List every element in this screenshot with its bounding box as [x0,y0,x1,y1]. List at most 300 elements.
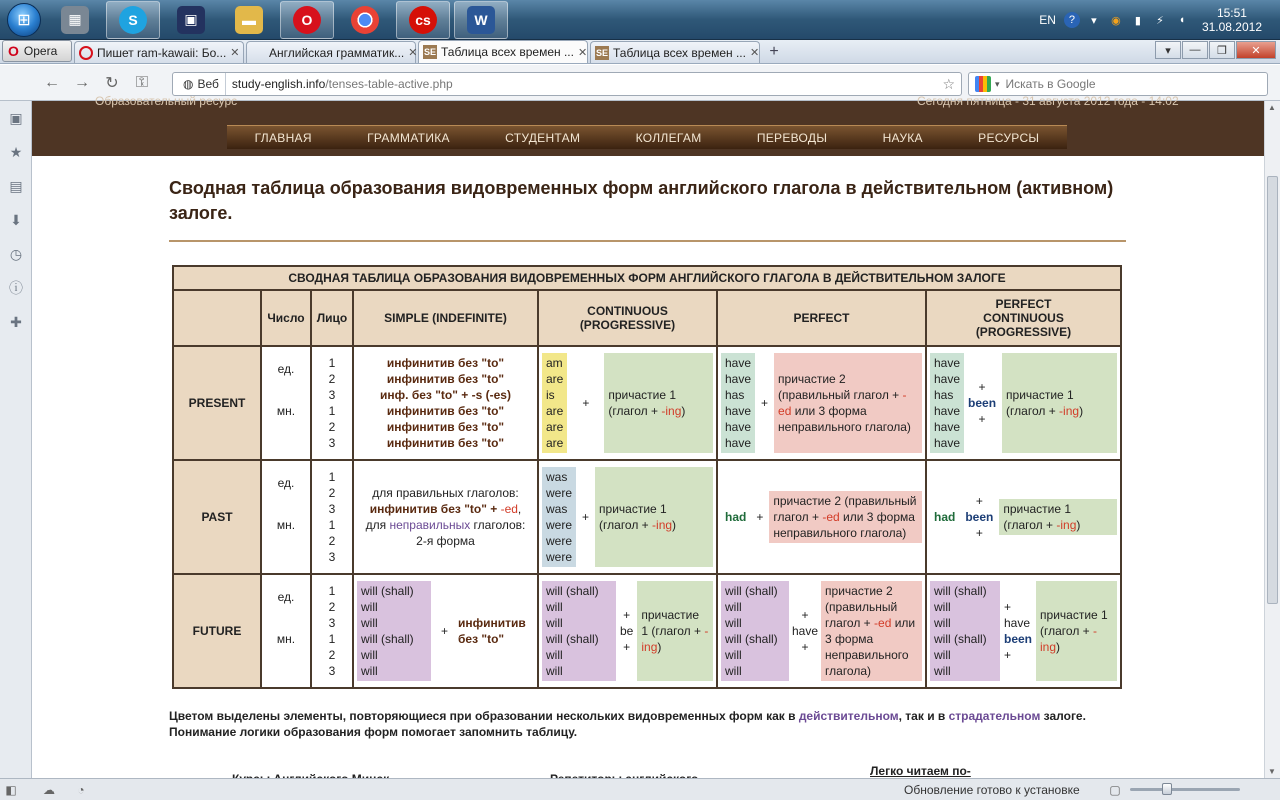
aux: have [725,356,752,370]
plus-sign: + [623,608,631,622]
ing-suffix: -ing [1040,624,1098,654]
aux: have [725,420,752,434]
chrome-icon [351,6,379,34]
restore-button[interactable]: ❐ [1209,41,1235,59]
bookmark-star-icon[interactable]: ☆ [942,75,955,92]
close-paren: ) [657,640,662,654]
add-panel-icon[interactable]: ✚ [10,313,22,330]
plus-sign: + [441,624,449,638]
person: 1 [328,356,336,370]
will-text: will [546,616,563,630]
participle-block [769,491,922,543]
aux: have [725,404,752,418]
participle-block [604,353,713,453]
ed-suffix: -ed [874,616,892,630]
header-empty [173,290,261,346]
ed-suffix: -ed [500,502,518,516]
speed-icon[interactable]: ◔ [77,782,85,797]
taskbar [0,0,1280,40]
key-icon[interactable]: ⚿ [135,73,149,91]
search-field[interactable] [968,72,1268,96]
will-text: will [934,600,951,614]
close-paren: ) [1056,640,1061,654]
future-perfect-cell [717,574,926,688]
active-voice-link[interactable]: действительном [798,709,899,723]
will-text: will [725,648,742,662]
simple-form: инфинитив без "to" [386,372,505,386]
plus-sign: + [801,608,809,622]
plus-sign: + [978,380,986,394]
participle-block [774,353,922,453]
aux: have [934,356,961,370]
taskbar-app-chrome[interactable] [338,1,392,39]
ing-suffix: -ing [661,404,682,418]
will-text: will (shall) [934,632,987,646]
person-cell [311,574,353,688]
language-indicator[interactable]: EN [1039,13,1056,27]
menu-science[interactable]: НАУКА [882,130,923,145]
speed-dial-icon[interactable]: ▣ [9,109,23,126]
back-button[interactable]: ← [44,73,60,91]
person: 3 [328,388,336,402]
ing-suffix: -ing [1059,404,1080,418]
row-past [173,460,1121,574]
side-panel [0,101,32,778]
zoom-slider[interactable] [1130,788,1240,791]
view-icon[interactable]: ▢ [1109,782,1121,797]
site-favicon-icon: SE [595,47,608,58]
will-text: will [934,648,951,662]
person: 3 [328,550,336,564]
ing-suffix: -ing [641,624,709,654]
person: 1 [328,632,336,646]
will-block [930,581,1000,681]
will-text: will (shall) [725,632,778,646]
have-text: have [1004,616,1031,630]
aux: were [546,518,573,532]
been-group [964,379,1002,427]
aux-verbs [930,353,964,453]
plus-sign: + [1004,600,1012,614]
will-text: will (shall) [361,632,414,646]
site-favicon-icon: SE [423,47,436,57]
passive-voice-link[interactable]: страдательном [948,709,1041,723]
participle-block [1036,581,1117,681]
menu-grammar[interactable]: ГРАММАТИКА [367,130,450,145]
scroll-up-icon[interactable]: ▲ [1268,103,1276,112]
close-paren: ) [681,404,686,418]
taskbar-app-lastfm[interactable] [396,1,450,39]
been-text: been [1004,632,1033,646]
number-cell [261,346,311,460]
aux-verbs [542,467,576,567]
tab-bar [0,40,1280,64]
web-page [32,94,1264,778]
been-text: been [968,396,997,410]
aux: were [546,550,573,564]
system-tray [1039,0,1280,40]
history-icon[interactable]: ◷ [9,245,23,262]
taskbar-app-calculator[interactable] [48,1,102,39]
simple-form: инф. без "to" + -s (-es) [380,388,511,402]
future-continuous-cell [538,574,717,688]
will-text: will (shall) [725,584,778,598]
past-simple-cell: для правильных глаголов: инфинитив без "to" + -ed, для неправильных глаголов: 2-я форма [353,460,538,574]
will-text: will [934,664,951,678]
google-icon [975,76,991,92]
past-perfect-cell [717,460,926,574]
will-text: will (shall) [546,584,599,598]
will-text: will [934,616,951,630]
note-text: , так и в [898,709,949,723]
panel-toggle-icon[interactable]: ◧ [5,782,17,797]
participle-block [999,499,1117,535]
irregular-text: неправильных [389,518,471,532]
url-path: /tenses-table-active.php [325,77,453,91]
row-label-future: FUTURE [173,574,261,688]
participle-text: или 3 форма неправильного глагола) [778,404,911,434]
simple-form: инфинитив без "to" [458,616,526,646]
plus-sign: + [801,640,809,654]
opera-menu-button[interactable] [2,40,72,62]
address-field[interactable] [172,72,962,96]
will-text: will [361,600,378,614]
folder-icon: ▬ [235,6,263,34]
windows-logo-icon: ⊞ [7,3,41,37]
skype-icon: S [119,6,147,34]
past-continuous-cell [538,460,717,574]
will-text: will [361,664,378,678]
aux: have [934,436,961,450]
been-group [959,493,999,541]
participle-text: причастие 1 (глагол + [599,502,667,532]
participle-block [821,581,922,681]
participle-text: причастие 1 (глагол + [1006,388,1074,418]
scrollbar-thumb[interactable] [1267,176,1278,604]
antivirus-icon[interactable]: ◉ [1111,14,1121,27]
forward-button[interactable]: → [74,73,90,91]
plus-sign: + [975,494,983,508]
number-singular: ед. [277,362,295,376]
been-text: been [965,510,994,524]
volume-icon[interactable]: ◖ [1178,14,1186,26]
ed-suffix: -ed [822,510,840,524]
person: 1 [328,470,336,484]
aux: am [546,356,563,370]
search-engine-dropdown-icon[interactable]: ▾ [995,78,1000,89]
simple-text: 2-я форма [416,534,475,548]
have-text: have [792,624,819,638]
livejournal-favicon-icon [79,46,93,60]
person: 2 [328,534,336,548]
calculator-icon: ▦ [61,6,89,34]
will-block [721,581,789,681]
tab-2[interactable] [246,41,416,63]
plus-sign: + [761,396,769,410]
network-signal-icon[interactable]: ▮ [1134,14,1141,27]
aux: have [934,404,961,418]
person: 3 [328,664,336,678]
tab-4[interactable] [590,41,760,63]
have-group [789,607,821,655]
start-button[interactable] [0,0,48,40]
be-group [616,607,637,655]
web-label: Веб [197,77,219,91]
plus-sign: + [582,510,590,524]
aux: have [725,436,752,450]
will-text: will [546,600,563,614]
header-simple: SIMPLE (INDEFINITE) [353,290,538,346]
tab-title: Английская грамматик... [269,45,405,60]
simple-form: инфинитив без "to" [386,436,505,450]
number-plural: мн. [276,632,296,646]
will-block [542,581,616,681]
aux-verbs [721,353,755,453]
participle-text: причастие 1 (глагол + [608,388,677,418]
person: 2 [328,420,336,434]
header-perfect: PERFECT [717,290,926,346]
status-text: Обновление готово к установке [904,782,1080,797]
url-domain: study-english.info [231,77,326,91]
aux: were [546,486,573,500]
aux: are [546,372,564,386]
plus-sign: + [1004,648,1012,662]
row-present [173,346,1121,460]
simple-form: инфинитив без "to" [386,404,505,418]
participle-block [637,581,713,681]
opera-menu-label: Opera [23,44,58,58]
number-cell [261,460,311,574]
site-menu [227,125,1067,149]
minimize-button[interactable]: — [1182,41,1208,59]
number-cell [261,574,311,688]
participle-text: причастие 1 (глагол + [1040,608,1108,638]
will-text: will [725,664,742,678]
word-icon: W [467,6,495,34]
taskbar-app-opera[interactable] [280,1,334,39]
menu-students[interactable]: СТУДЕНТАМ [505,130,581,145]
lastfm-icon: cs [409,6,437,34]
aux: were [546,534,573,548]
tab-title: Пишет ram-kawaii: Бо... [97,45,227,60]
color-note [169,708,1129,740]
downloads-icon[interactable]: ⬇ [10,211,22,228]
plus-sign: + [978,412,986,426]
cloud-icon[interactable]: ☁ [43,782,55,797]
header-perfect-continuous: PERFECT CONTINUOUS (PROGRESSIVE) [926,290,1121,346]
person: 3 [328,616,336,630]
will-text: will [725,616,742,630]
menu-home[interactable]: ГЛАВНАЯ [254,130,312,145]
page-title: Сводная таблица образования видовременных форм английского глагола в действительном (активном) залоге. [169,178,1114,223]
will-text: will [546,648,563,662]
person: 1 [328,518,336,532]
participle-block [595,467,713,567]
new-tab-button[interactable]: + [769,43,779,60]
taskbar-app-save[interactable] [164,1,218,39]
site-date-line: Сегодня пятница - 31 августа 2012 года - 14:02 [917,94,1179,108]
number-singular: ед. [277,476,295,490]
status-bar [0,778,1280,800]
will-text: will (shall) [546,632,599,646]
opera-icon: O [293,6,321,34]
clock-time: 15:51 [1216,6,1247,20]
aux: has [934,388,954,402]
have-been-group [1000,599,1036,663]
help-icon[interactable]: ? [1064,12,1080,28]
aux: have [934,420,961,434]
window-controls [1154,41,1276,59]
person: 2 [328,600,336,614]
menu-resources[interactable]: РЕСУРСЫ [978,130,1040,145]
tab-3-active[interactable] [418,40,588,63]
vertical-scrollbar[interactable] [1264,101,1280,778]
person: 2 [328,648,336,662]
participle-text: причастие 2 (правильный глагол + [825,584,898,630]
taskbar-app-word[interactable] [454,1,508,39]
aux: have [725,372,752,386]
clock[interactable] [1202,6,1262,34]
bottom-link[interactable]: Легко читаем по- [870,764,971,778]
person: 1 [328,584,336,598]
close-tab-icon[interactable]: ✕ [408,47,418,59]
ing-suffix: -ing [1056,518,1077,532]
ed-suffix: -ed [778,388,907,418]
menu-colleagues[interactable]: КОЛЛЕГАМ [635,130,702,145]
person: 2 [328,372,336,386]
zoom-slider-thumb[interactable] [1162,783,1172,795]
aux: are [546,404,564,418]
simple-form: инфинитив без "to" [386,420,505,434]
table-caption: СВОДНАЯ ТАБЛИЦА ОБРАЗОВАНИЯ ВИДОВРЕМЕННЫХ ФОРМ АНГЛИЙСКОГО ГЛАГОЛА В ДЕЙСТВИТЕЛЬНОМ ЗАЛОГЕ [173,266,1121,290]
notes-icon[interactable]: ▤ [9,177,23,194]
person: 3 [328,436,336,450]
person: 1 [328,404,336,418]
close-paren: ) [1076,518,1081,532]
future-simple-cell [353,574,538,688]
info-icon[interactable]: ⓘ [9,280,23,296]
tab-1[interactable] [74,41,244,63]
tab-title: Таблица всех времен ... [441,45,574,59]
blank-favicon-icon [251,46,265,60]
person-cell [311,460,353,574]
reload-button[interactable]: ↻ [105,74,119,92]
aux-verbs [542,353,567,453]
menu-translations[interactable]: ПЕРЕВОДЫ [756,130,828,145]
close-window-button[interactable]: ✕ [1236,41,1276,59]
had-text: had [725,510,747,524]
will-text: will [361,648,378,662]
plus-sign: + [756,510,764,524]
globe-icon: ◍ [183,77,194,91]
tab-list-button[interactable]: ▾ [1155,41,1181,59]
simple-form: инфинитив без "to" [386,356,505,370]
opera-logo-icon: O [8,43,19,59]
present-continuous-cell [538,346,717,460]
participle-text: или 3 форма неправильного глагола) [773,510,915,540]
aux: are [546,420,564,434]
participle-text: причастие 2 (правильный глагол + [778,372,903,402]
simple-text: глаголов: [470,518,526,532]
plus-sign: + [582,396,590,410]
present-perfect-continuous-cell [926,346,1121,460]
aux: have [934,372,961,386]
number-plural: мн. [276,404,296,418]
note-text: Цветом выделены элементы, повторяющиеся при образовании нескольких видовременных форм как в [169,709,799,723]
participle-block [1002,353,1117,453]
title-divider [169,240,1126,242]
tenses-table [172,265,1122,689]
number-plural: мн. [276,518,296,532]
will-text: will [725,600,742,614]
bookmarks-icon[interactable]: ★ [9,143,23,160]
participle-text: причастие 1 (глагол + [1003,502,1072,532]
past-perfect-continuous-cell [926,460,1121,574]
search-placeholder: Искать в Google [1005,77,1096,91]
close-paren: ) [1079,404,1084,418]
number-singular: ед. [277,590,295,604]
person: 3 [328,502,336,516]
person: 2 [328,486,336,500]
plus-sign: + [975,526,983,540]
taskbar-app-skype[interactable] [106,1,160,39]
web-badge[interactable] [173,73,226,95]
close-tab-icon[interactable]: ✕ [230,47,240,59]
participle-text: причастие 1 (глагол + [641,608,705,638]
aux: has [725,388,745,402]
row-future [173,574,1121,688]
floppy-icon: ▣ [177,6,205,34]
aux: are [546,436,564,450]
will-text: will (shall) [361,584,414,598]
simple-text: для правильных глаголов: [372,486,519,500]
simple-text: инфинитив без "to" + [369,502,501,516]
person-cell [311,346,353,460]
participle-text: причастие 2 (правильный глагол + [773,494,917,524]
be-text: be [620,624,634,638]
power-icon[interactable]: ⚡ [1156,14,1164,27]
clock-date: 31.08.2012 [1201,20,1262,34]
simple-text: для [365,518,390,532]
tab-title: Таблица всех времен ... [613,45,746,60]
close-paren: ) [672,518,677,532]
plus-sign: + [623,640,631,654]
row-label-past: PAST [173,460,261,574]
participle-text: или 3 форма неправильного глагола) [825,616,916,678]
tray-expand-icon[interactable]: ▾ [1091,14,1097,27]
main-content [156,156,1140,796]
ing-suffix: -ing [652,518,673,532]
site-header [32,94,1264,156]
site-tagline: Образовательный ресурс [95,94,238,108]
aux: is [546,388,555,402]
aux: was [546,502,568,516]
scroll-down-icon[interactable]: ▼ [1268,767,1276,776]
present-perfect-cell [717,346,926,460]
header-person: Лицо [311,290,353,346]
taskbar-app-explorer[interactable] [222,1,276,39]
close-tab-icon[interactable]: ✕ [749,47,760,59]
will-text: will (shall) [934,584,987,598]
close-tab-icon[interactable]: ✕ [577,46,588,59]
present-simple-cell [353,346,538,460]
header-number: Число [261,290,311,346]
will-text: will [546,664,563,678]
aux: was [546,470,568,484]
had-text: had [934,510,956,524]
future-perfect-continuous-cell [926,574,1121,688]
note-text: залоге. Понимание логики образования форм помогает запомнить таблицу. [169,709,1086,739]
